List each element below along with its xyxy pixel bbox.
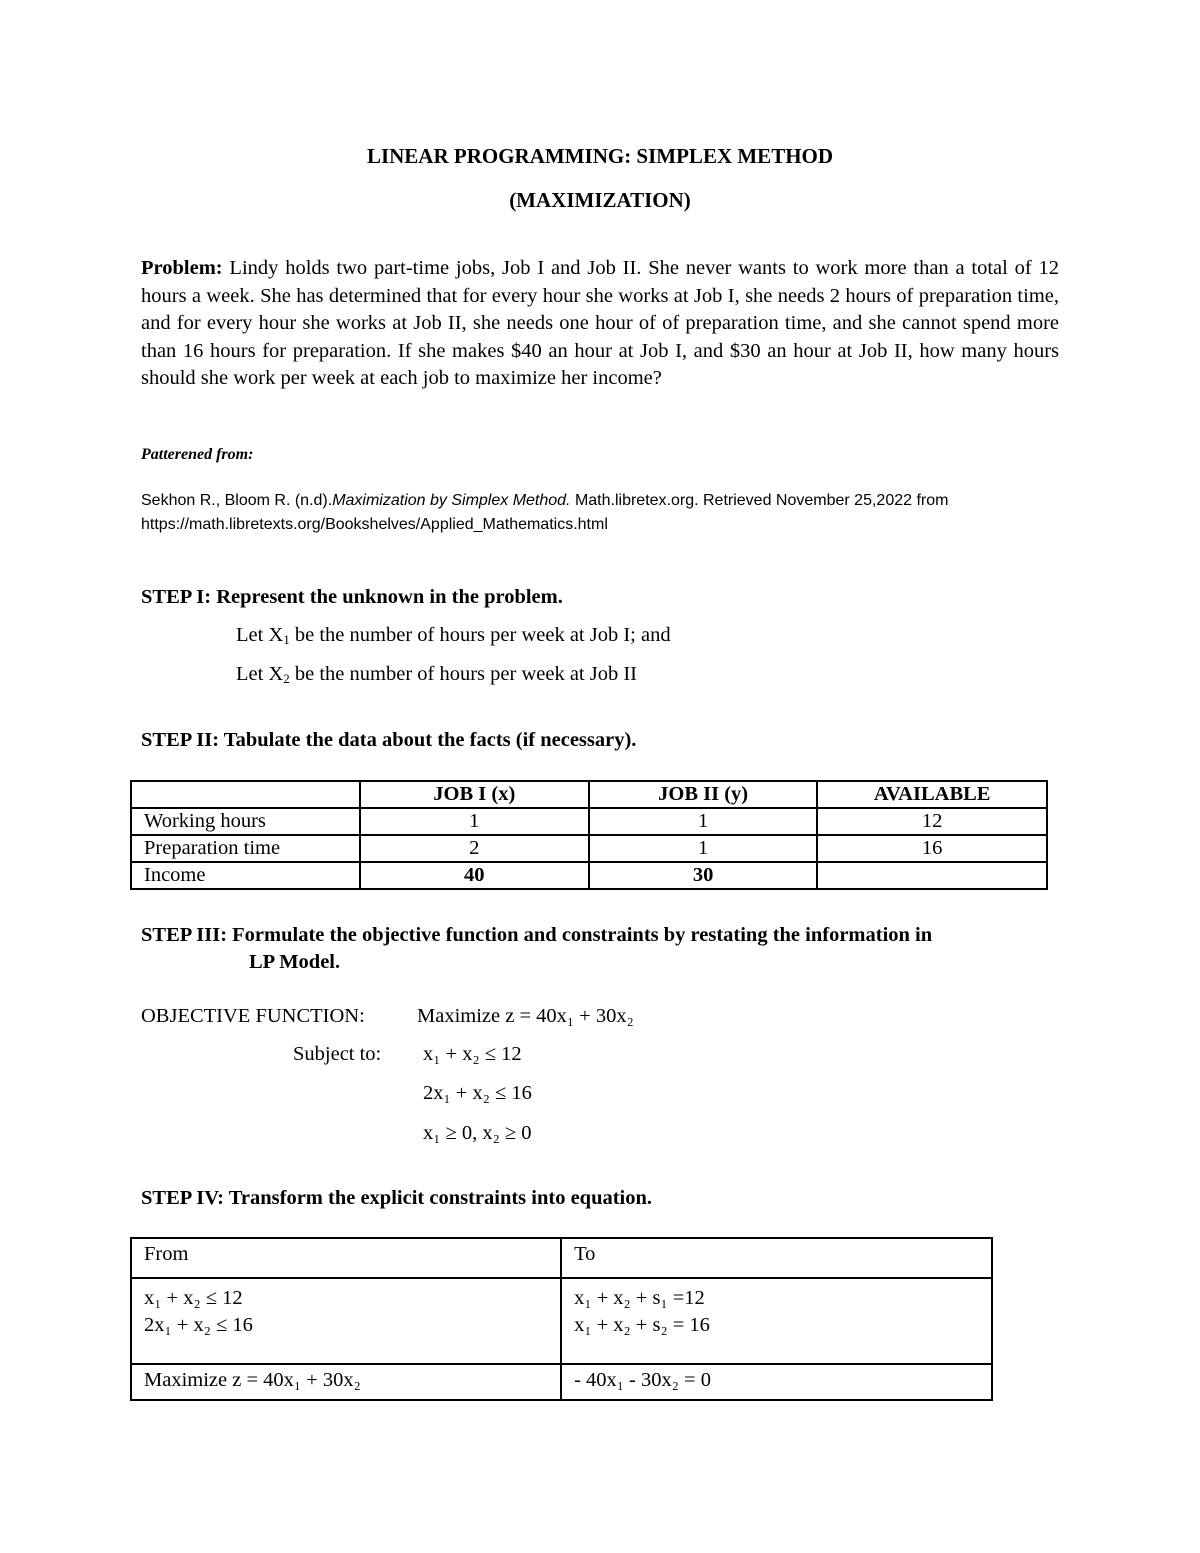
objective-function: Maximize z = 40x₁ + 30x₂	[417, 1005, 634, 1027]
facts-table	[130, 780, 1048, 890]
step2-heading: STEP II: Tabulate the data about the facts (if necessary).	[141, 729, 637, 751]
table-header-cell: From	[131, 1238, 561, 1278]
table-header-cell: To	[561, 1238, 992, 1278]
table-cell: 40	[360, 862, 589, 889]
transform-table	[130, 1237, 993, 1401]
citation-work-title: Maximization by Simplex Method.	[332, 492, 571, 509]
step1-line1: Let $X_1$ be the number of hours per week at Job I; and	[236, 624, 671, 647]
subject-to-label: Subject to:	[293, 1043, 382, 1065]
table-row	[131, 835, 1047, 862]
table-cell: 2	[360, 835, 589, 862]
table-header-cell	[131, 781, 360, 808]
patterned-label: Patterened from:	[141, 446, 254, 463]
table-header-cell: AVAILABLE	[817, 781, 1047, 808]
citation-url: https://math.libretexts.org/Bookshelves/Applied_Mathematics.html	[141, 516, 608, 533]
step3-heading: STEP III: Formulate the objective function and constraints by restating the information in	[141, 924, 933, 946]
problem-label: Problem:	[141, 257, 223, 279]
table-cell: Income	[131, 862, 360, 889]
step4-heading: STEP IV: Transform the explicit constraints into equation.	[141, 1187, 653, 1209]
objective-label: OBJECTIVE FUNCTION:	[141, 1005, 365, 1027]
document-subtitle: (MAXIMIZATION)	[509, 188, 691, 212]
table-cell: 1	[589, 835, 817, 862]
table-header-cell: JOB II (y)	[589, 781, 817, 808]
problem-text: Lindy holds two part-time jobs, Job I and Job II. She never wants to work more than a total of 12 hours a week. She has determined that for every hour she works at Job I, she needs 2 hours of preparation time, and for every hour she works at Job II, she needs one hour of of preparation time, and she cannot spend more than 16 hours for preparation. If she makes $40 an hour at Job I, and $30 an hour at Job II, how many hours should she work per week at each job to maximize her income?	[141, 257, 1060, 389]
citation-rest: Math.libretex.org. Retrieved November 25,2022 from	[570, 492, 949, 509]
table-header-cell: JOB I (x)	[360, 781, 589, 808]
table-cell: Preparation time	[131, 835, 360, 862]
table-row	[131, 808, 1047, 835]
table-cell: x₁ + x₂ + s₁ =12 x₁ + x₂ + s₂ = 16	[561, 1278, 992, 1364]
table-row	[131, 862, 1047, 889]
table-cell: - 40x₁ - 30x₂ = 0	[561, 1364, 992, 1400]
table-cell: 1	[589, 808, 817, 835]
problem-statement	[141, 255, 1059, 393]
constraint-nonneg: x₁ ≥ 0, x₂ ≥ 0	[423, 1122, 532, 1144]
table-row	[131, 1278, 992, 1364]
table-cell: x₁ + x₂ ≤ 12 2x₁ + x₂ ≤ 16	[131, 1278, 561, 1364]
table-cell: 16	[817, 835, 1047, 862]
table-cell	[817, 862, 1047, 889]
citation	[141, 489, 1091, 537]
table-cell: Maximize z = 40x₁ + 30x₂	[131, 1364, 561, 1400]
table-header-row	[131, 1238, 992, 1278]
table-header-row	[131, 781, 1047, 808]
citation-authors: Sekhon R., Bloom R. (n.d).	[141, 492, 333, 509]
step1-line2: Let $X_2$ be the number of hours per week at Job II	[236, 663, 637, 686]
constraint-1: x₁ + x₂ ≤ 12	[423, 1043, 522, 1065]
table-cell: 30	[589, 862, 817, 889]
table-cell: 12	[817, 808, 1047, 835]
step3-heading-cont: LP Model.	[249, 951, 341, 973]
constraint-2: 2x₁ + x₂ ≤ 16	[423, 1082, 532, 1104]
document-title: LINEAR PROGRAMMING: SIMPLEX METHOD	[366, 144, 834, 168]
step1-heading: STEP I: Represent the unknown in the problem.	[141, 586, 563, 608]
table-cell: Working hours	[131, 808, 360, 835]
table-cell: 1	[360, 808, 589, 835]
table-row	[131, 1364, 992, 1400]
